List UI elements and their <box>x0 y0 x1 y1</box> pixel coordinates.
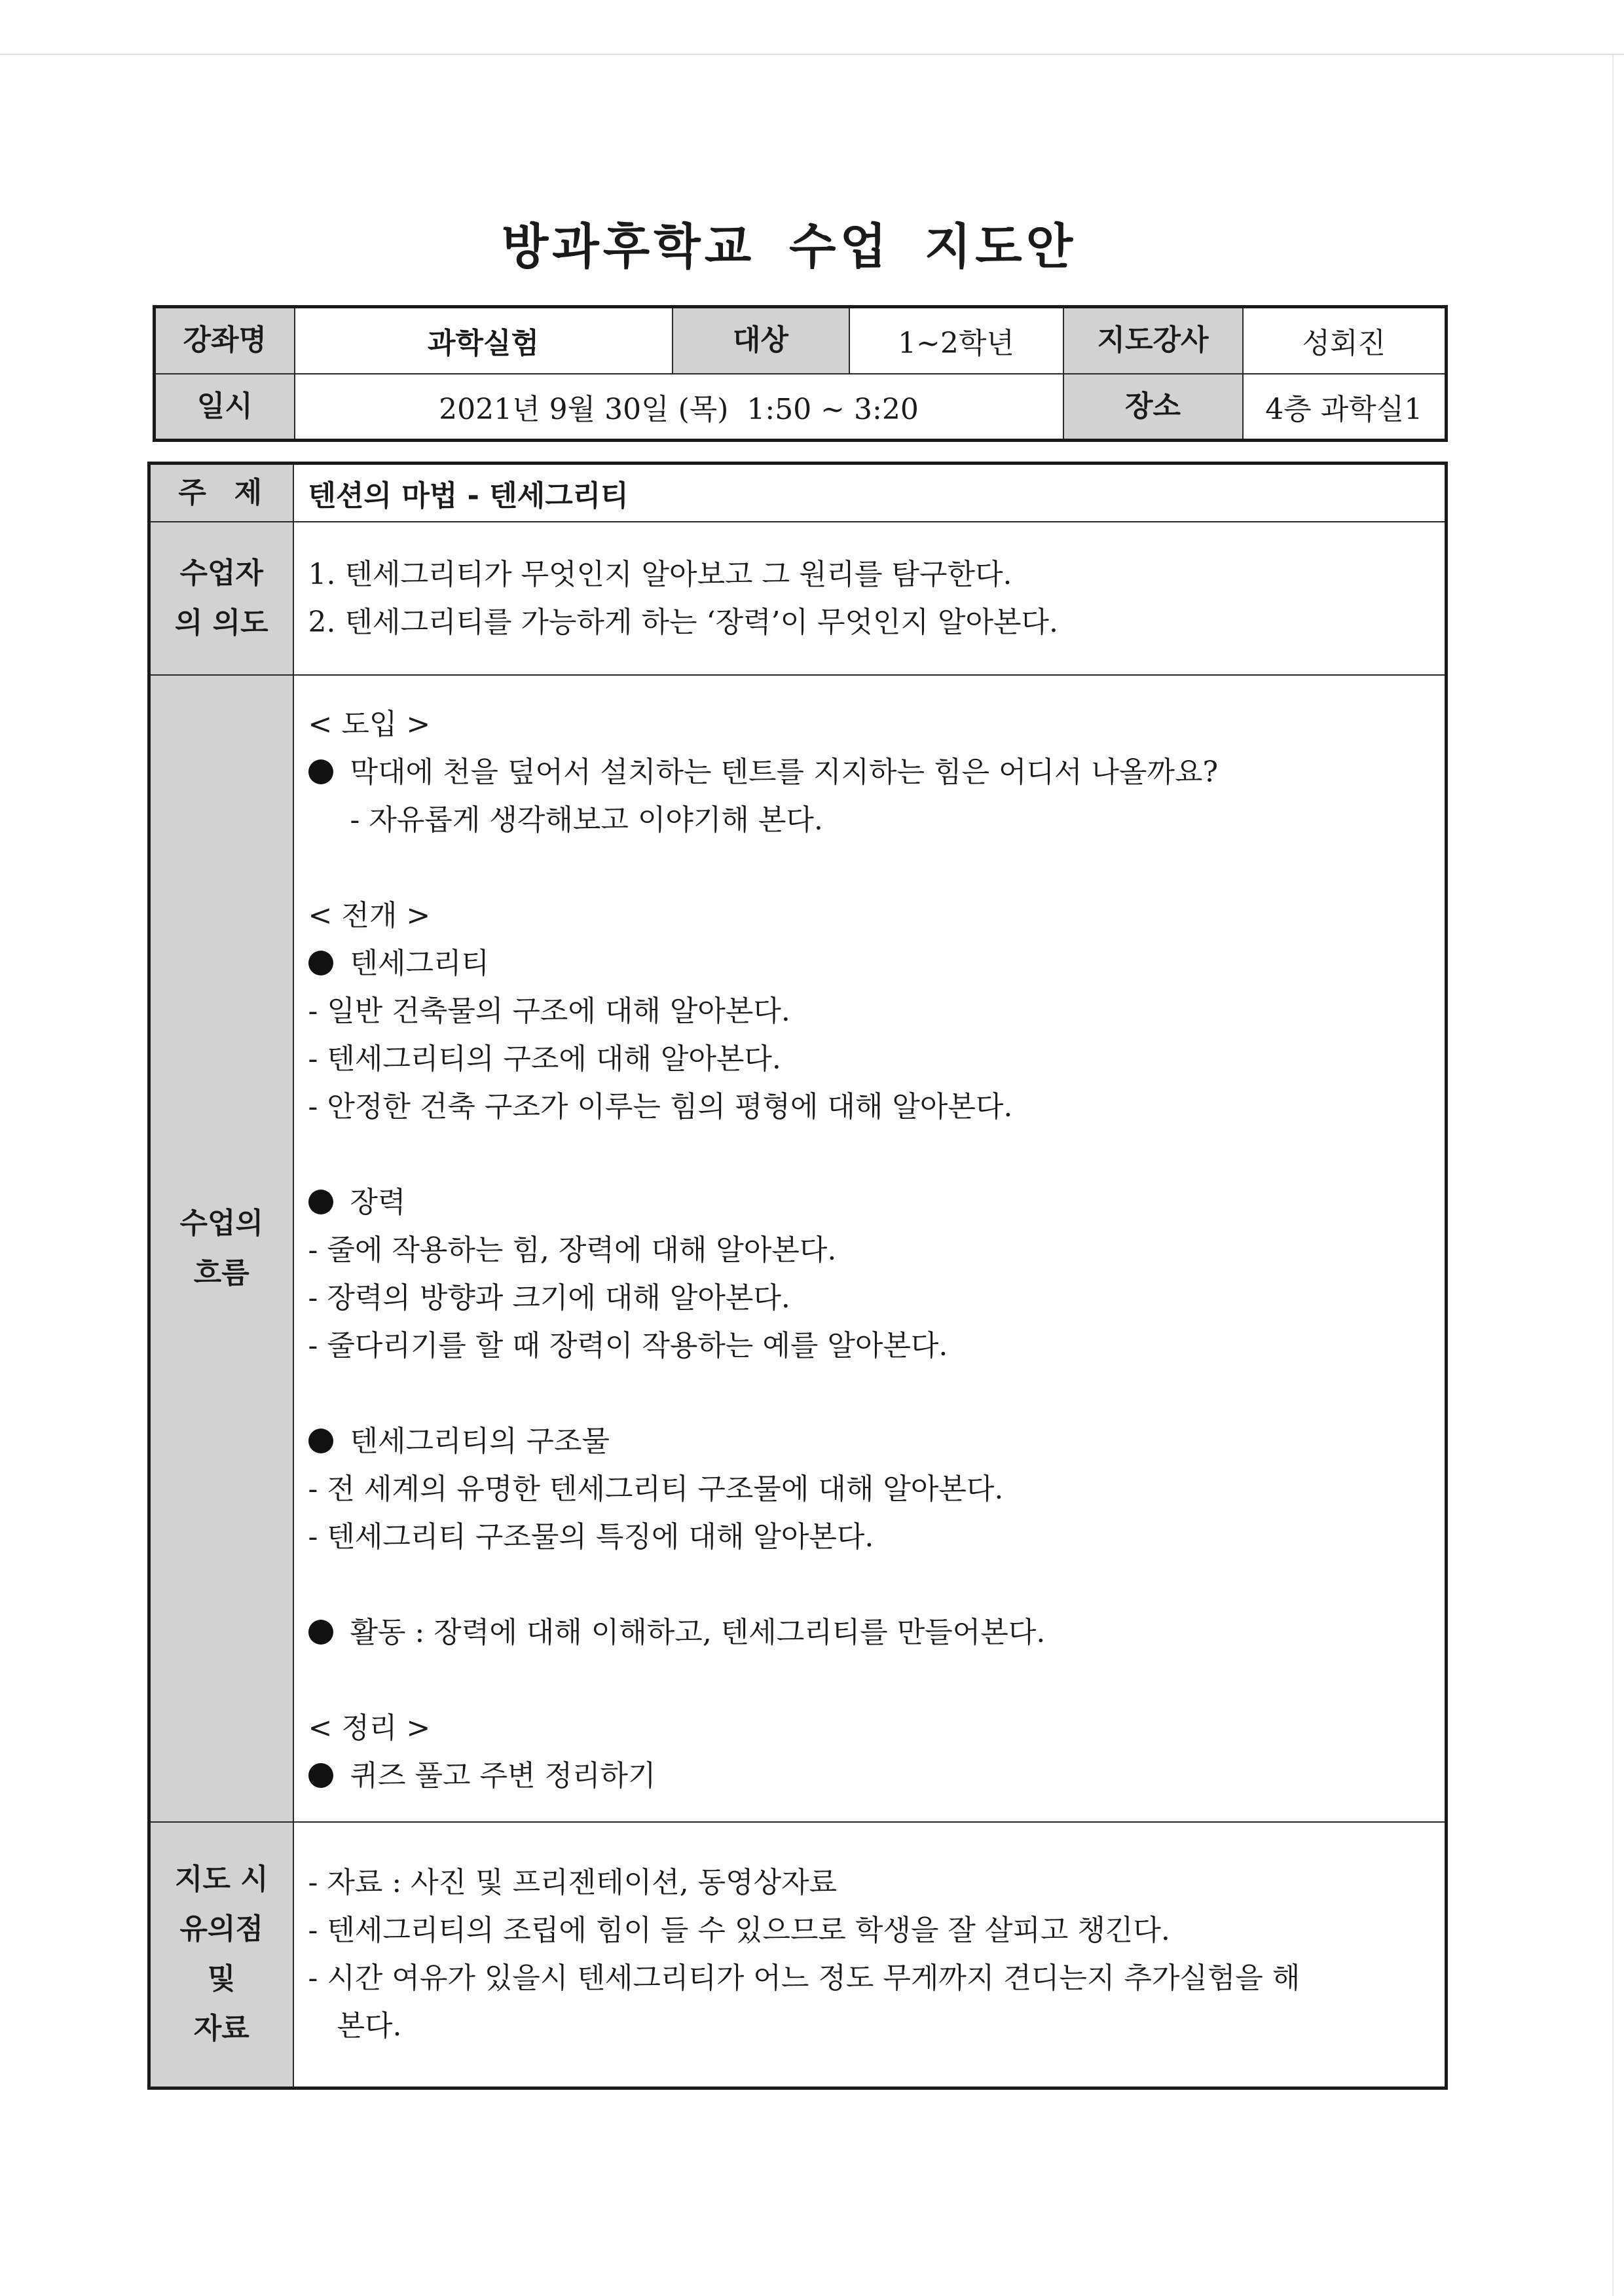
note-item: 본다. <box>337 2009 402 2043</box>
flow-label <box>149 675 293 1822</box>
bullet-icon <box>308 1190 333 1214</box>
course-name-value: 과학실험 <box>295 307 673 374</box>
intent-item: 1. 텐세그리티가 무엇인지 알아보고 그 원리를 탐구한다. <box>308 557 1012 591</box>
notes-label-line: 유의점 <box>179 1912 263 1946</box>
subject-label <box>149 464 293 522</box>
bullet-icon <box>308 1763 333 1788</box>
lesson-plan-table <box>147 462 1448 2090</box>
instructor-label: 지도강사 <box>1063 307 1243 374</box>
list-item: - 자유롭게 생각해보고 이야기해 본다. <box>350 803 823 837</box>
list-item <box>308 1609 1445 1656</box>
development-heading: < 전개 > <box>308 899 431 933</box>
intent-content <box>293 522 1447 675</box>
place-value: 4층 과학실1 <box>1243 374 1447 441</box>
list-item: - 안정한 건축 구조가 이루는 힘의 평형에 대해 알아본다. <box>308 1090 1013 1124</box>
list-item: - 텐세그리티의 구조에 대해 알아본다. <box>308 1042 781 1076</box>
info-table <box>153 305 1448 442</box>
list-item: - 장력의 방향과 크기에 대해 알아본다. <box>308 1281 790 1315</box>
intent-label <box>149 522 293 675</box>
bullet-icon <box>308 759 333 784</box>
intent-label-line: 의 의도 <box>174 606 268 640</box>
notes-label-line: 및 <box>207 1962 236 1996</box>
note-item: - 시간 여유가 있을시 텐세그리티가 어느 정도 무게까지 견디는지 추가실험을 해 <box>308 1961 1301 1995</box>
bullet-icon <box>308 1429 333 1453</box>
flow-label-line: 수업의 <box>179 1206 263 1240</box>
intent-item: 2. 텐세그리티를 가능하게 하는 ‘장력’이 무엇인지 알아본다. <box>308 605 1058 639</box>
bullet-icon <box>308 951 333 975</box>
flow-label-line: 흐름 <box>193 1256 249 1290</box>
dev-bullet-text: 활동 : 장력에 대해 이해하고, 텐세그리티를 만들어본다. <box>350 1616 1046 1650</box>
list-item: - 줄에 작용하는 힘, 장력에 대해 알아본다. <box>308 1233 837 1267</box>
list-item: - 전 세계의 유명한 텐세그리티 구조물에 대해 알아본다. <box>308 1472 1004 1506</box>
notes-label-line: 자료 <box>193 2012 249 2046</box>
flow-content <box>293 675 1447 1822</box>
list-item <box>308 748 1445 796</box>
list-item <box>308 1752 1445 1800</box>
date-label: 일시 <box>155 374 295 441</box>
dev-bullet-text: 텐세그리티 <box>350 947 490 981</box>
place-label: 장소 <box>1063 374 1243 441</box>
subject-label-text: 주 제 <box>178 475 265 509</box>
list-item: - 텐세그리티 구조물의 특징에 대해 알아본다. <box>308 1520 874 1554</box>
dev-bullet-text: 장력 <box>350 1186 406 1220</box>
intent-label-line: 수업자 <box>179 556 263 590</box>
top-scan-edge <box>0 54 1624 55</box>
list-item <box>308 1417 1445 1465</box>
list-item <box>308 1178 1445 1226</box>
right-scan-edge <box>1612 55 1614 2296</box>
list-item <box>308 939 1445 987</box>
note-item: - 자료 : 사진 및 프리젠테이션, 동영상자료 <box>308 1866 838 1900</box>
notes-content <box>293 1822 1447 2088</box>
list-item: - 일반 건축물의 구조에 대해 알아본다. <box>308 994 790 1029</box>
dev-bullet-text: 텐세그리티의 구조물 <box>350 1425 610 1459</box>
page-title: 방과후학교 수업 지도안 <box>501 219 1077 275</box>
wrap-up-heading: < 정리 > <box>308 1711 431 1745</box>
list-item: - 줄다리기를 할 때 장력이 작용하는 예를 알아본다. <box>308 1329 948 1363</box>
bullet-icon <box>308 1620 333 1645</box>
note-item: - 텐세그리티의 조립에 힘이 들 수 있으므로 학생을 잘 살피고 챙긴다. <box>308 1914 1170 1948</box>
target-label: 대상 <box>673 307 849 374</box>
subject-value: 텐션의 마법 - 텐세그리티 <box>293 464 1447 522</box>
wrap-bullet-text: 퀴즈 풀고 주변 정리하기 <box>350 1759 656 1793</box>
intro-heading: < 도입 > <box>308 708 431 742</box>
course-name-label: 강좌명 <box>155 307 295 374</box>
notes-label-line: 지도 시 <box>174 1863 268 1897</box>
instructor-value: 성회진 <box>1243 307 1447 374</box>
intro-bullet-text: 막대에 천을 덮어서 설치하는 텐트를 지지하는 힘은 어디서 나올까요? <box>350 756 1219 790</box>
date-value: 2021년 9월 30일 (목) 1:50 ~ 3:20 <box>295 374 1063 441</box>
notes-label <box>149 1822 293 2088</box>
target-value: 1~2학년 <box>849 307 1063 374</box>
